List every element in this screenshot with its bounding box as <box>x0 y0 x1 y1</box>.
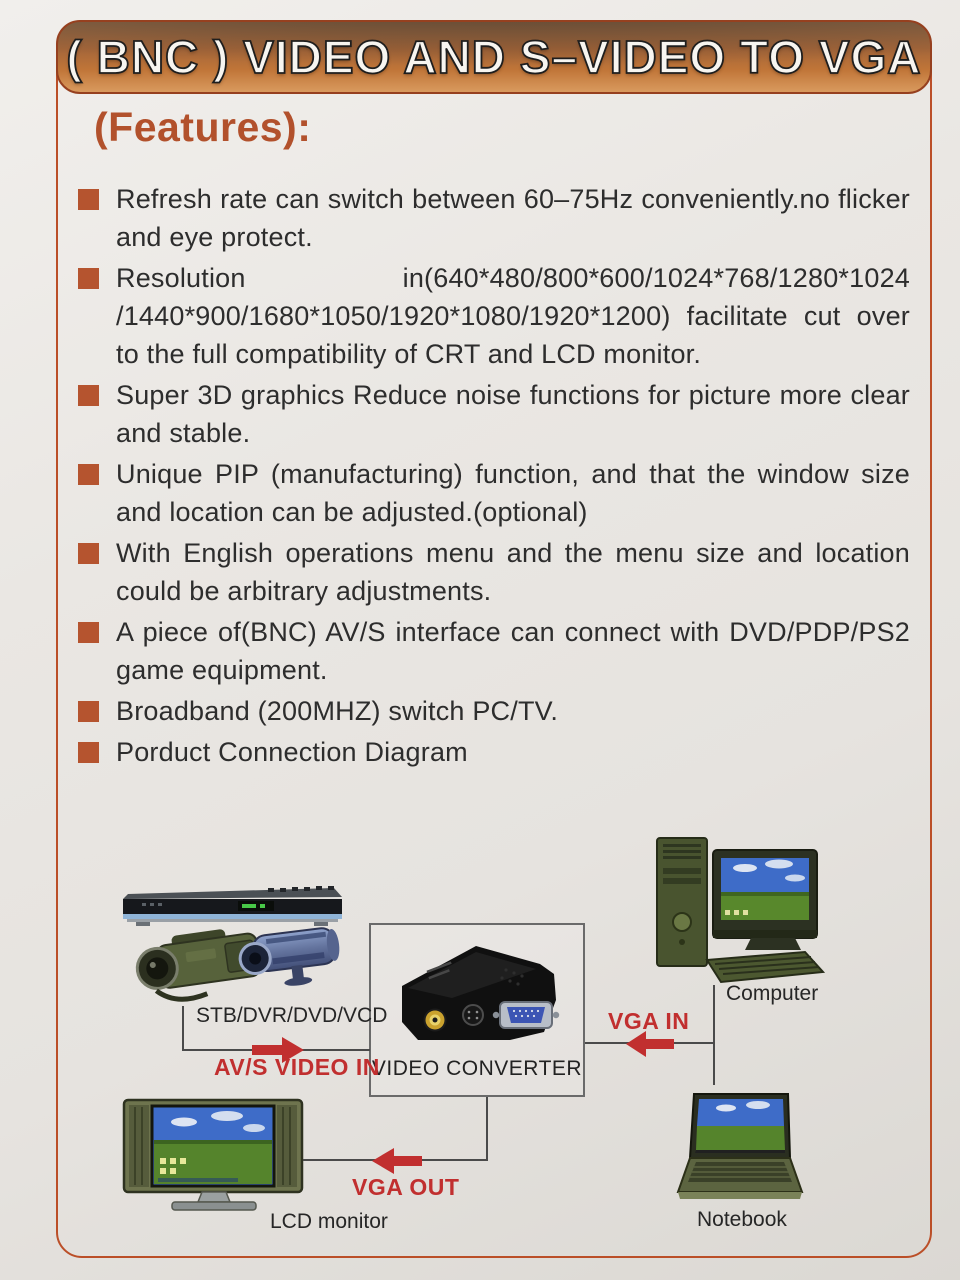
notebook-label: Notebook <box>697 1208 787 1231</box>
lcd-monitor-label: LCD monitor <box>270 1210 388 1233</box>
feature-text: Unique PIP (manufacturing) function, and that the window size and location can be adjusted.(optional) <box>116 459 910 527</box>
title-banner <box>56 20 932 94</box>
feature-text: A piece of(BNC) AV/S interface can connect with DVD/PDP/PS2 game equipment. <box>116 617 910 685</box>
source-devices-label: STB/DVR/DVD/VCD <box>196 1004 388 1027</box>
feature-text: Porduct Connection Diagram <box>116 737 468 767</box>
avs-video-in-label: AV/S VIDEO IN <box>214 1054 380 1080</box>
vga-in-label: VGA IN <box>608 1008 690 1034</box>
cctv-camera-icon <box>238 916 346 994</box>
vga-out-label: VGA OUT <box>352 1174 460 1200</box>
computer-icon <box>655 830 827 990</box>
video-converter-icon <box>388 936 568 1054</box>
feature-text: With English operations menu and the menu size and location could be arbitrary adjustments. <box>116 538 910 606</box>
lcd-monitor-icon <box>122 1098 308 1214</box>
bullet-square-icon <box>78 543 99 564</box>
features-heading: (Features): <box>94 104 312 150</box>
features-list <box>78 180 910 774</box>
bullet-square-icon <box>78 385 99 406</box>
feature-item-pip <box>78 455 910 531</box>
bullet-square-icon <box>78 742 99 763</box>
feature-text: Broadband (200MHZ) switch PC/TV. <box>116 696 559 726</box>
feature-item-english-menu <box>78 534 910 610</box>
feature-text: Super 3D graphics Reduce noise functions for picture more clear and stable. <box>116 380 910 448</box>
bullet-square-icon <box>78 622 99 643</box>
feature-item-connection-diagram <box>78 733 910 771</box>
connector-line-vga-out-vertical <box>486 1097 488 1161</box>
feature-text: Refresh rate can switch between 60–75Hz conveniently.no flicker and eye protect. <box>116 184 910 252</box>
page-title: ( BNC ) VIDEO AND S–VIDEO TO VGA <box>66 31 922 83</box>
connector-line-source-tick <box>182 1006 184 1051</box>
feature-item-bnc-interface <box>78 613 910 689</box>
notebook-icon <box>676 1092 808 1210</box>
bullet-square-icon <box>78 701 99 722</box>
connector-line-computer-vertical <box>713 985 715 1085</box>
computer-label: Computer <box>726 982 819 1005</box>
arrow-left-icon <box>372 1148 422 1174</box>
feature-item-resolution <box>78 259 910 373</box>
feature-item-broadband <box>78 692 910 730</box>
bullet-square-icon <box>78 189 99 210</box>
feature-text: Resolution in(640*480/800*600/1024*768/1280*1024 /1440*900/1680*1050/1920*1080/1920*1200) facilitate cut over to the full compatibility of CRT and LCD monitor. <box>116 263 910 369</box>
bullet-square-icon <box>78 268 99 289</box>
feature-item-refresh-rate <box>78 180 910 256</box>
bullet-square-icon <box>78 464 99 485</box>
feature-item-3d-graphics <box>78 376 910 452</box>
video-converter-label: VIDEO CONVERTER <box>371 1057 583 1080</box>
